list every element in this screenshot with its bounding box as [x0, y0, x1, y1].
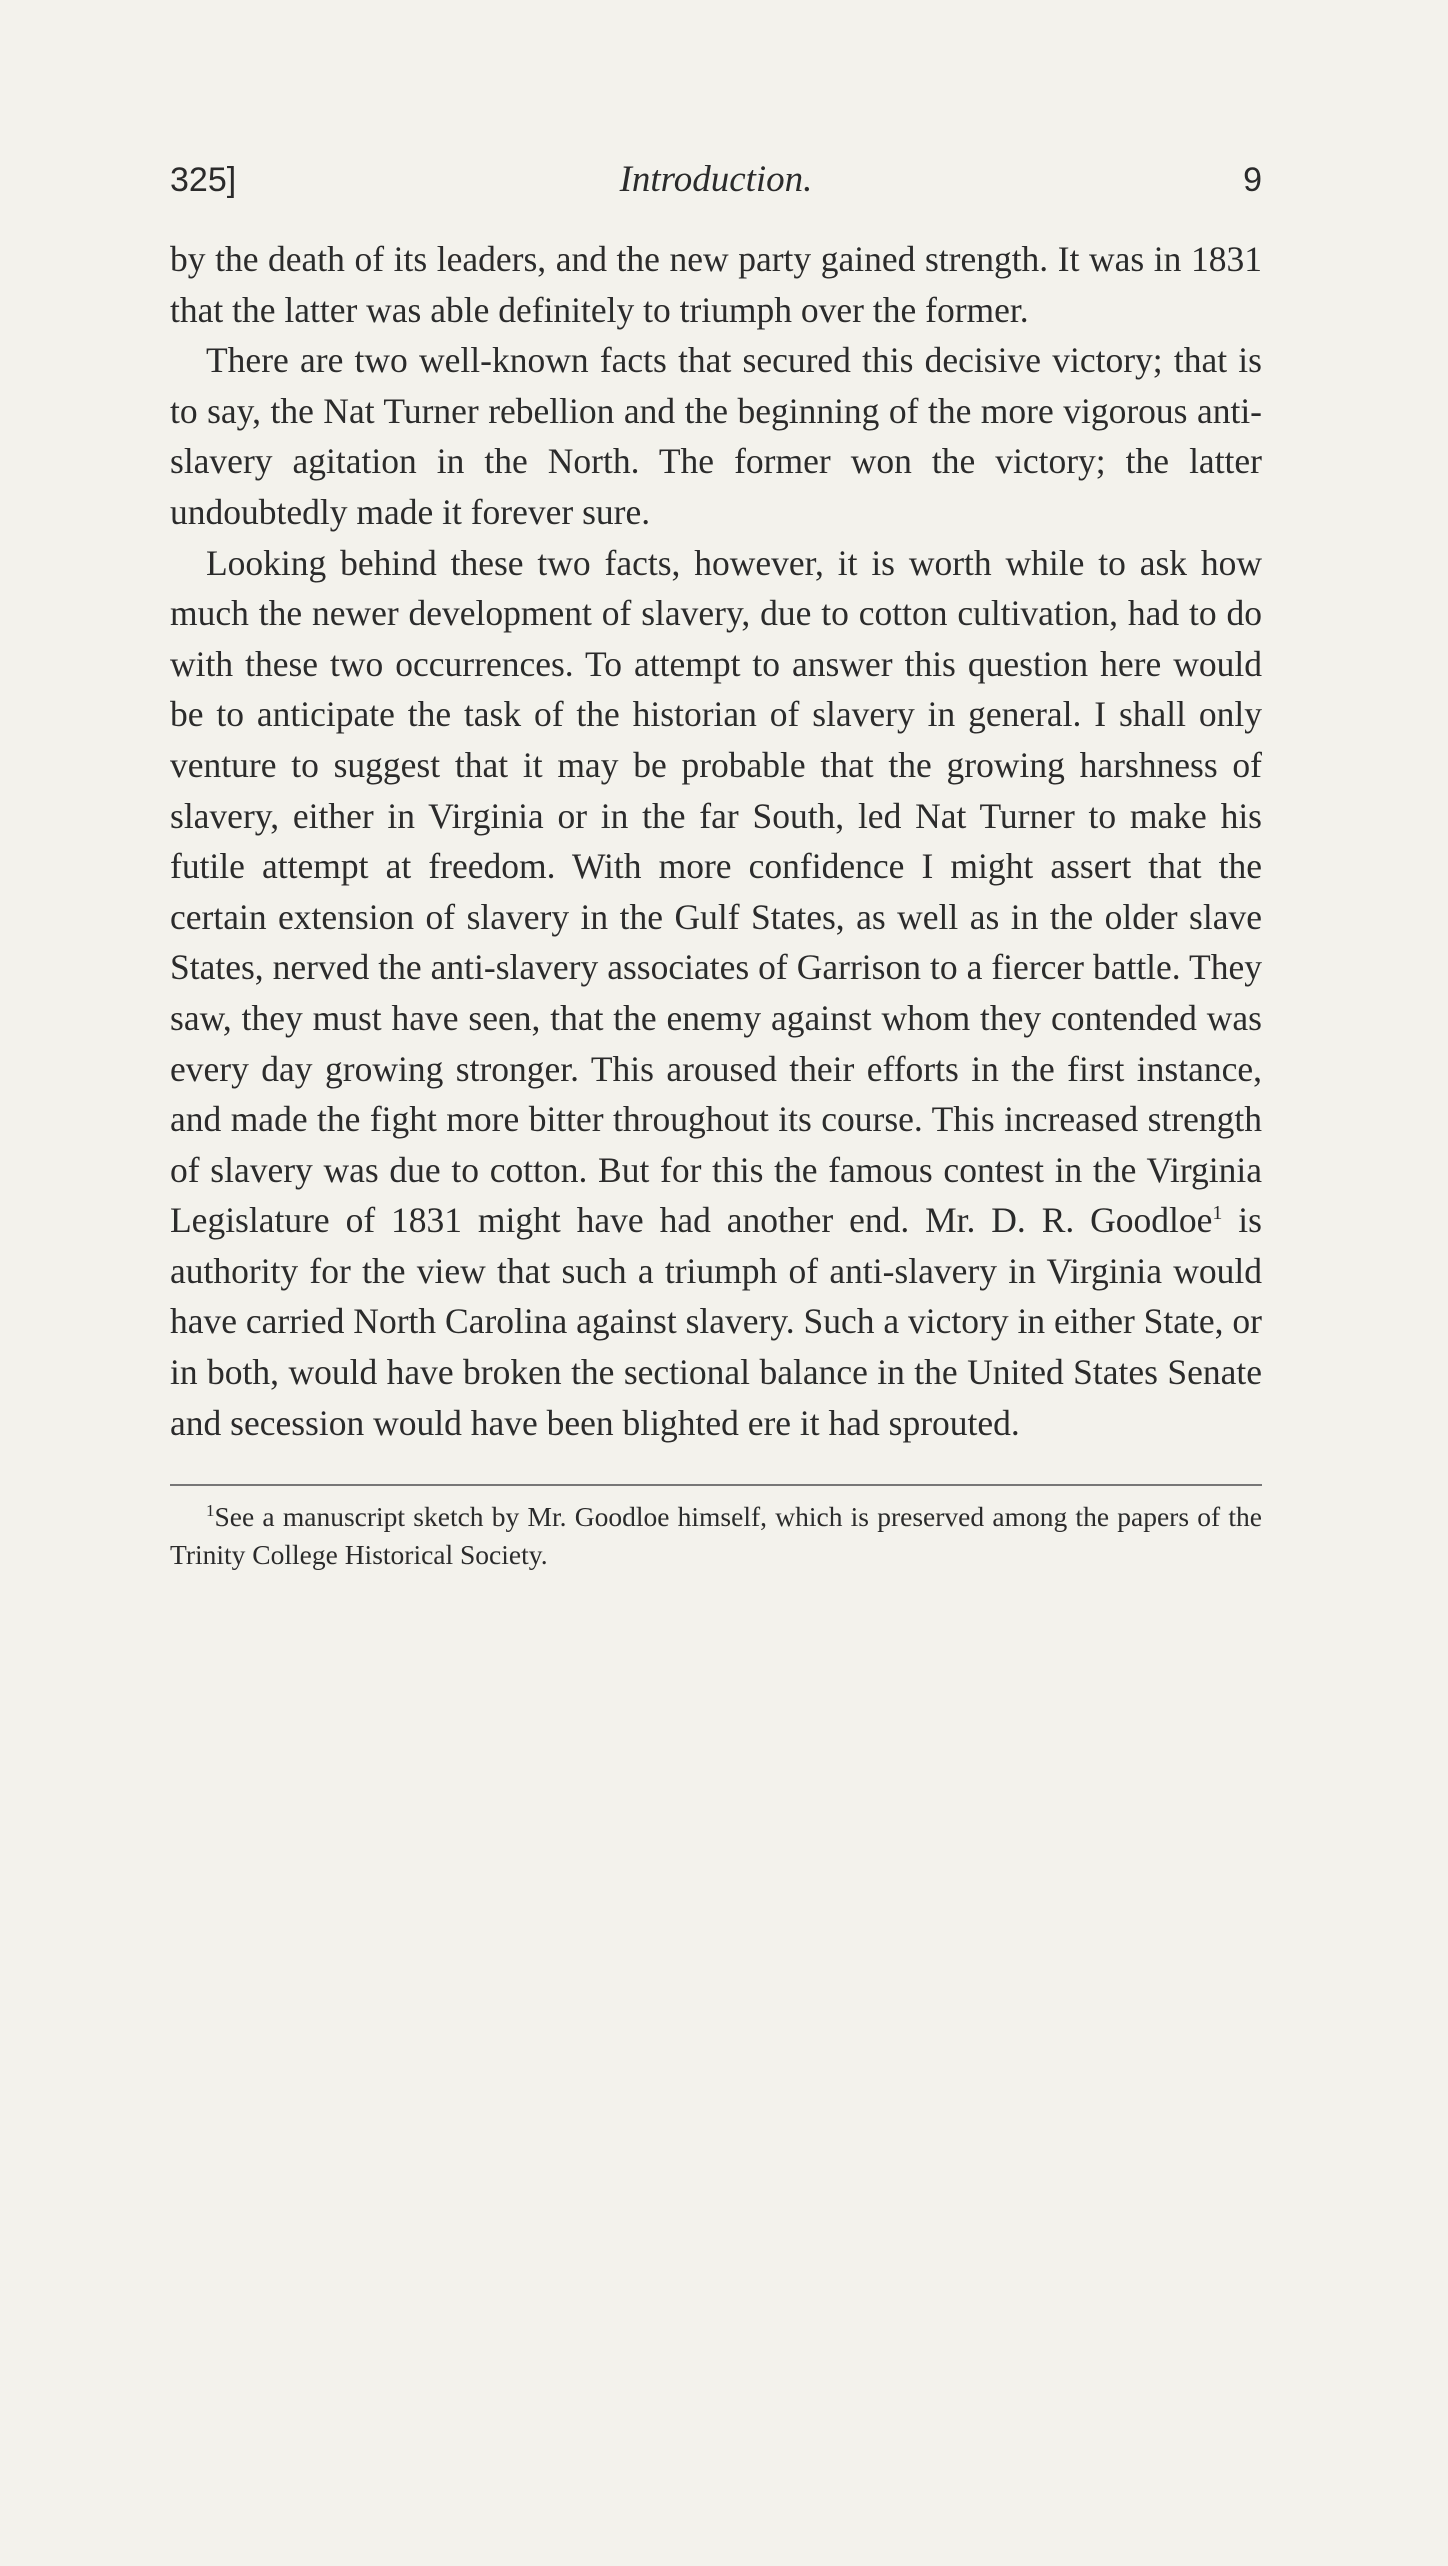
section-number: 325]: [170, 161, 237, 199]
running-title: Introduction.: [619, 159, 813, 200]
running-head: [170, 150, 1262, 210]
paragraph-1: by the death of its leaders, and the new party gained strength. It was in 1831 that the latter was able definitely to triumph over the former.: [170, 239, 1262, 330]
footnote-reference[interactable]: 1: [1212, 1202, 1223, 1225]
footnote-divider: [170, 1484, 1262, 1486]
paragraph-3-part-1: Looking behind these two facts, however, it is worth while to ask how much the newer development of slavery, due to cotton cultivation, had to do with these two occurrences. To attempt to answer this question here would be to anticipate the task of the historian of slavery in general. I shall only venture to suggest that it may be probable that the growing harshness of slavery, either in Virginia or in the far South, led Nat Turner to make his futile attempt at freedom. With more confidence I might assert that the certain extension of slavery in the Gulf States, as well as in the older slave States, nerved the anti-slavery associates of Garrison to a fiercer battle. They saw, they must have seen, that the enemy against whom they contended was every day growing stronger. This aroused their efforts in the first instance, and made the fight more bitter throughout its course. This increased strength of slavery was due to cotton. But for this the famous contest in the Virginia Legislature of 1831 might have had another end. Mr. D. R. Goodloe: [170, 542, 1262, 1241]
footnote: [170, 1498, 1262, 1574]
body-text: [170, 234, 1262, 1448]
footnote-marker: 1: [206, 1501, 215, 1521]
footnote-text: See a manuscript sketch by Mr. Goodloe himself, which is preserved among the papers of the Trinity College Historical Society.: [170, 1501, 1262, 1571]
paragraph-3: [170, 538, 1262, 1449]
book-page: [170, 150, 1262, 1574]
paragraph-2: There are two well-known facts that secured this decisive victory; that is to say, the Nat Turner rebellion and the beginning of the more vigorous anti-slavery agitation in the North. The former won the victory; the latter undoubtedly made it forever sure.: [170, 340, 1262, 532]
page-number: 9: [1243, 161, 1262, 199]
paragraph-3-part-2: is authority for the view that such a triumph of anti-slavery in Virginia would have carried North Carolina against slavery. Such a victory in either State, or in both, would have broken the sectional balance in the United States Senate and secession would have been blighted ere it had sprouted.: [170, 1200, 1262, 1443]
